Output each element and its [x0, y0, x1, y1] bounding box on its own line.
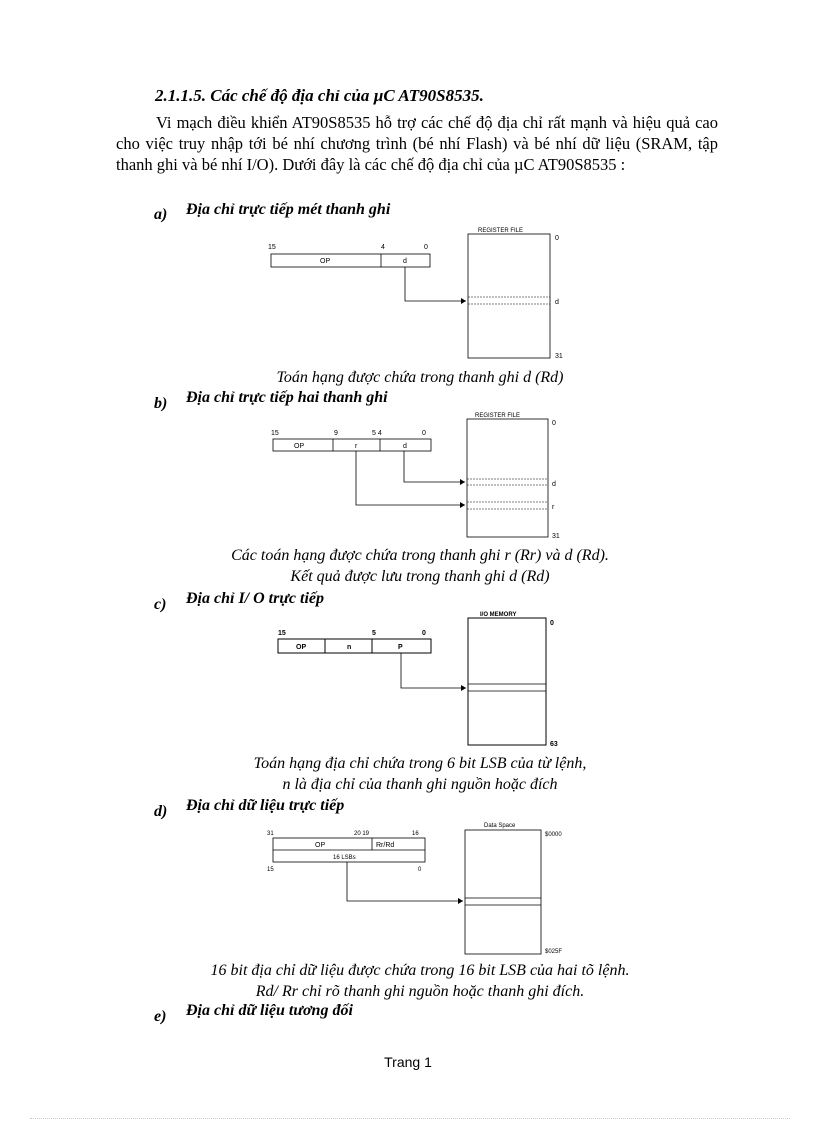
- diagram-d-bit-20-19: 20 19: [354, 831, 370, 837]
- diagram-d-field-op: OP: [315, 842, 326, 849]
- diagram-a-bit-15: 15: [268, 244, 276, 251]
- caption-d-line-2: Rd/ Rr chỉ rõ thanh ghi nguồn hoặc thanh ghi đích.: [255, 983, 585, 1000]
- diagram-d-memory-title: Data Space: [484, 823, 516, 829]
- diagram-c-label-63: 63: [550, 741, 558, 748]
- section-b-title: Địa chỉ trực tiếp hai thanh ghi: [186, 389, 388, 406]
- diagram-a-field-op: OP: [320, 258, 331, 265]
- section-e-title: Địa chỉ dữ liệu tương đối: [186, 1002, 353, 1019]
- diagram-c-field-op: OP: [296, 644, 307, 651]
- diagram-c-memory-title: I/O MEMORY: [480, 612, 517, 618]
- diagram-b-label-d: d: [552, 481, 556, 488]
- caption-a-line-1: Toán hạng được chứa trong thanh ghi d (Rd): [276, 369, 564, 386]
- caption-d: [150, 960, 690, 1002]
- diagram-b-field-d: d: [403, 443, 407, 450]
- diagram-b-field-r: r: [355, 443, 358, 450]
- diagram-b-bit-9: 9: [334, 430, 338, 437]
- diagram-b-bit-0: 0: [422, 430, 426, 437]
- section-d-letter: d): [154, 803, 168, 820]
- section-e-letter: e): [154, 1008, 167, 1025]
- diagram-a-label-0: 0: [555, 235, 559, 242]
- diagram-c-field-n: n: [347, 644, 352, 651]
- caption-d-line-1: 16 bit địa chỉ dữ liệu được chứa trong 16 bit LSB của hai tõ lệnh.: [210, 962, 630, 979]
- section-a-title: Địa chỉ trực tiếp mét thanh ghi: [186, 201, 391, 218]
- diagram-a-label-31: 31: [555, 353, 563, 360]
- diagram-a-label-d: d: [555, 299, 559, 306]
- section-heading: 2.1.1.5. Các chế độ địa chỉ của µC AT90S8535.: [155, 86, 484, 105]
- diagram-b-bit-15: 15: [271, 430, 279, 437]
- diagram-c-bit-5: 5: [372, 630, 376, 637]
- diagram-c-bit-15: 15: [278, 630, 286, 637]
- diagram-b-label-r: r: [552, 504, 555, 511]
- section-d-title: Địa chỉ dữ liệu trực tiếp: [186, 797, 345, 814]
- diagram-d-bit-0: 0: [418, 867, 422, 873]
- section-a-letter: a): [154, 206, 168, 223]
- section-b-letter: b): [154, 395, 168, 412]
- diagram-b-label-0: 0: [552, 420, 556, 427]
- diagram-c-bit-0: 0: [422, 630, 426, 637]
- diagram-c-label-0: 0: [550, 620, 554, 627]
- diagram-a-bit-4: 4: [381, 244, 385, 251]
- diagram-d-arrow: [347, 862, 463, 901]
- caption-b-line-1: Các toán hạng được chứa trong thanh ghi r (Rr) và d (Rd).: [231, 547, 609, 564]
- diagram-b-label-31: 31: [552, 533, 560, 540]
- section-c-letter: c): [154, 596, 167, 613]
- diagram-b-memory-title: REGISTER FILE: [475, 413, 521, 419]
- diagram-a-field-d: d: [403, 258, 407, 265]
- diagram-d-bit-16: 16: [412, 831, 419, 837]
- diagram-a-bit-0: 0: [424, 244, 428, 251]
- footer-divider: [30, 1118, 790, 1119]
- diagram-d-bit-31: 31: [267, 831, 274, 837]
- diagram-d-label-start: $0000: [545, 832, 562, 838]
- diagram-a-memory-title: REGISTER FILE: [478, 228, 524, 234]
- diagram-b-bit-5-4: 5 4: [372, 430, 382, 437]
- diagram-d-label-end: $025F: [545, 949, 563, 955]
- diagram-b-field-op: OP: [294, 443, 305, 450]
- diagram-c-field-p: P: [398, 644, 403, 651]
- caption-b-line-2: Kết quả được lưu trong thanh ghi d (Rd): [290, 568, 550, 585]
- diagram-d-field-rr-rd: Rr/Rd: [376, 842, 395, 849]
- diagram-d-bit-15: 15: [267, 867, 274, 873]
- diagram-d-field-16-lsbs: 16 LSBs: [333, 855, 356, 861]
- page-number: Trang 1: [384, 1054, 432, 1070]
- caption-c-line-2: n là địa chỉ của thanh ghi nguồn hoặc đích: [282, 776, 558, 793]
- diagram-d-memory-box: [465, 830, 541, 954]
- caption-c-line-1: Toán hạng địa chỉ chứa trong 6 bit LSB của từ lệnh,: [253, 755, 587, 772]
- section-c-title: Địa chỉ I/ O trực tiếp: [186, 590, 325, 607]
- intro-text: Vi mạch điều khiển AT90S8535 hỗ trợ các chế độ địa chỉ rất mạnh và hiệu quả cao cho việc truy nhập tới bé nhí chương trình (bé nhí Flash) và bé nhí dữ liệu (SRAM, tập thanh ghi và bé nhí I/O). Dưới đây là các chế độ địa chỉ của µC AT90S8535 :: [116, 113, 718, 174]
